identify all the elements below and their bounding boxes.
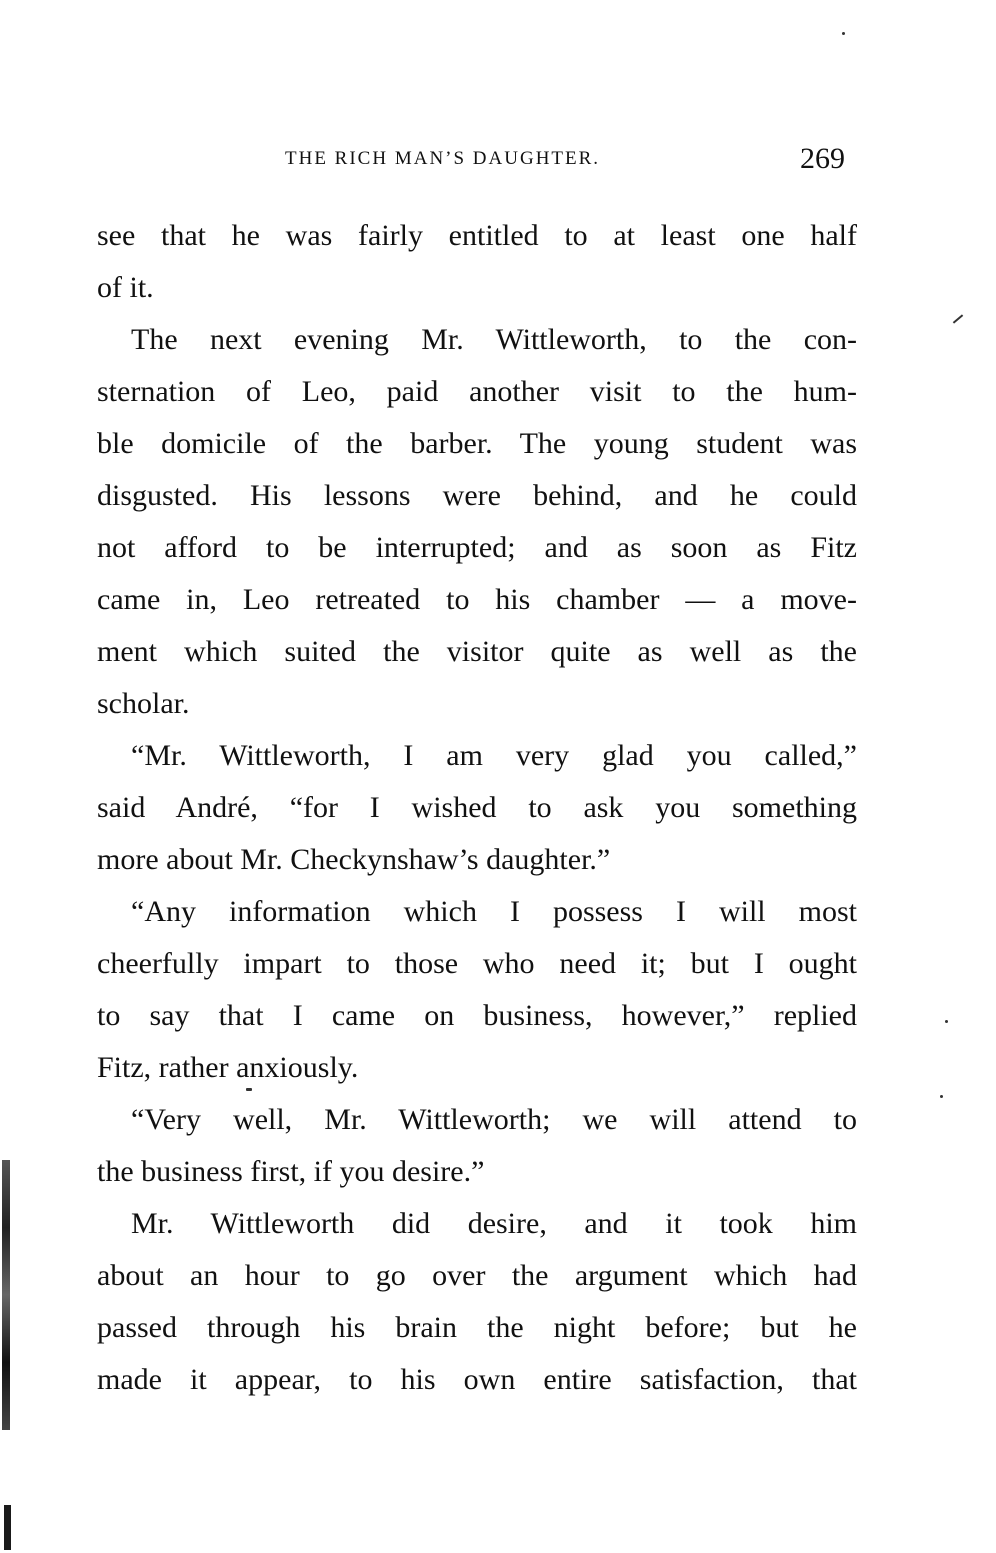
text-line: more about Mr. Checkynshaw’s daughter.” bbox=[97, 843, 611, 876]
text-line: ment which suited the visitor quite as well as the bbox=[97, 635, 857, 668]
text-line: not afford to be interrupted; and as soon as Fitz bbox=[97, 531, 857, 564]
running-head bbox=[0, 142, 996, 182]
text-line: “Mr. Wittleworth, I am very glad you called,” bbox=[131, 739, 857, 772]
text-line: cheerfully impart to those who need it; but I ought bbox=[97, 947, 857, 980]
stray-speck bbox=[842, 32, 845, 35]
text-line: made it appear, to his own entire satisfaction, that bbox=[97, 1363, 857, 1396]
text-line: see that he was fairly entitled to at least one half bbox=[97, 219, 857, 252]
scan-edge-artifact bbox=[2, 1160, 10, 1430]
text-line: The next evening Mr. Wittleworth, to the con- bbox=[131, 323, 857, 356]
text-line: came in, Leo retreated to his chamber — a move- bbox=[97, 583, 857, 616]
text-line: sternation of Leo, paid another visit to the hum- bbox=[97, 375, 857, 408]
page-number: 269 bbox=[800, 142, 845, 175]
text-line: said André, “for I wished to ask you something bbox=[97, 791, 857, 824]
text-line: Mr. Wittleworth did desire, and it took him bbox=[131, 1207, 857, 1240]
text-line: ble domicile of the barber. The young student was bbox=[97, 427, 857, 460]
text-line: passed through his brain the night before; but he bbox=[97, 1311, 857, 1344]
body-text bbox=[97, 210, 857, 1406]
text-line: “Any information which I possess I will most bbox=[131, 895, 857, 928]
text-line: the business first, if you desire.” bbox=[97, 1155, 485, 1188]
text-line: scholar. bbox=[97, 687, 190, 720]
stray-speck bbox=[246, 1088, 252, 1091]
text-line: about an hour to go over the argument which had bbox=[97, 1259, 857, 1292]
text-line: “Very well, Mr. Wittleworth; we will attend to bbox=[131, 1103, 857, 1136]
stray-speck bbox=[945, 1020, 948, 1023]
scan-edge-artifact bbox=[4, 1505, 11, 1550]
text-line: Fitz, rather anxiously. bbox=[97, 1051, 359, 1084]
stray-mark bbox=[953, 314, 963, 323]
text-line: of it. bbox=[97, 271, 154, 304]
running-title: THE RICH MAN’S DAUGHTER. bbox=[285, 148, 601, 169]
stray-speck bbox=[940, 1095, 943, 1098]
text-line: disgusted. His lessons were behind, and he could bbox=[97, 479, 857, 512]
text-line: to say that I came on business, however,” replied bbox=[97, 999, 857, 1032]
